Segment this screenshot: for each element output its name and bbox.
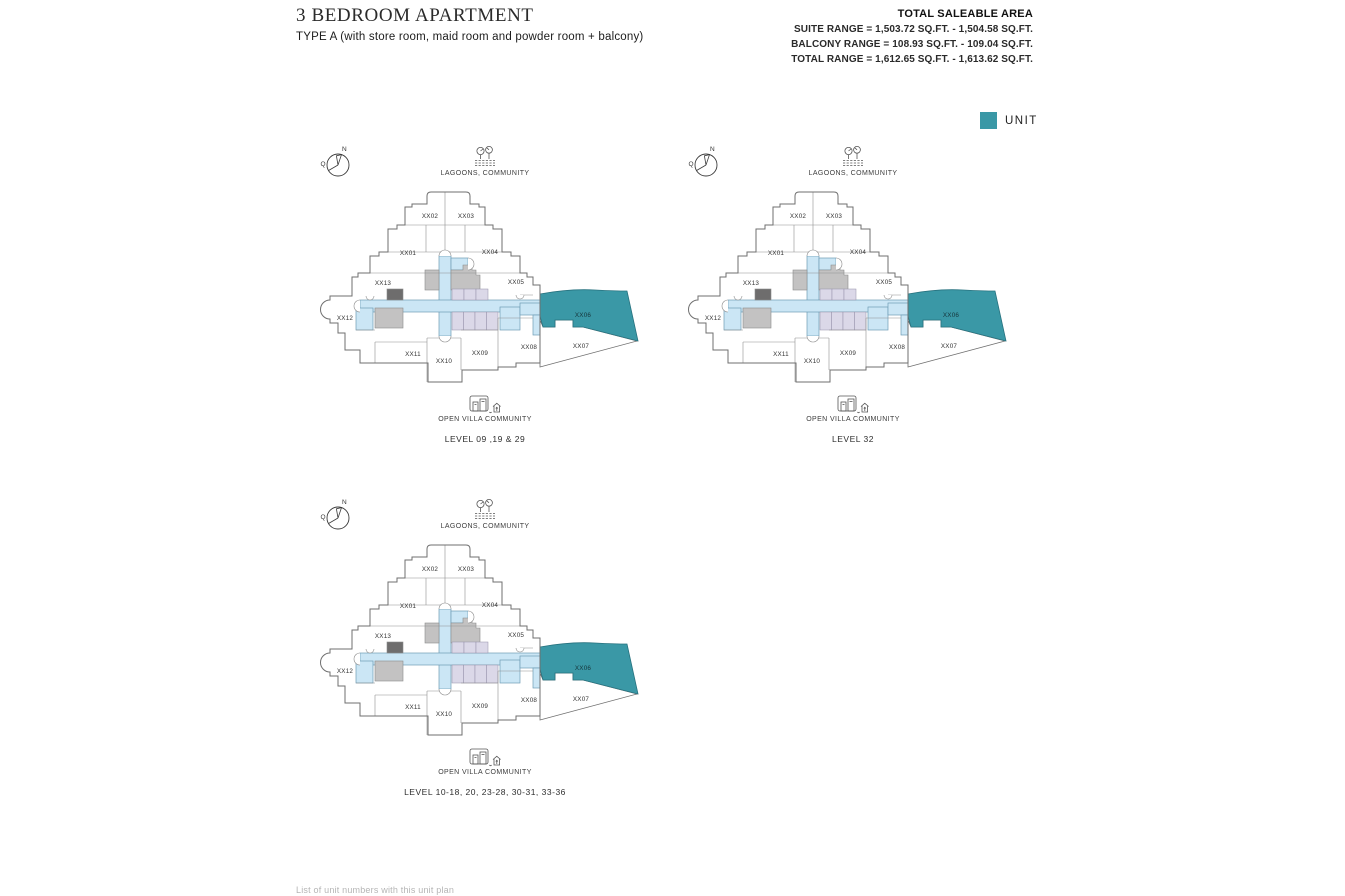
svg-text:Q: Q [688,161,694,168]
unit-label-xx13: XX13 [374,633,392,640]
floor-plan-svg [320,543,650,745]
page-title: 3 BEDROOM APARTMENT [296,5,534,26]
svg-text:N: N [710,146,715,153]
open-villa-marker [320,747,650,776]
floor-plan-2 [688,144,1018,494]
unit-label-xx12: XX12 [704,315,722,322]
floor-plan-svg [688,190,1018,392]
suite-range: SUITE RANGE = 1,503.72 SQ.FT. - 1,504.58 SQ.FT. [794,24,1033,35]
unit-label-xx07: XX07 [940,343,958,350]
unit-label-xx08: XX08 [888,344,906,351]
unit-label-xx12: XX12 [336,668,354,675]
unit-label-xx01: XX01 [399,250,417,257]
svg-text:N: N [342,146,347,153]
total-range: TOTAL RANGE = 1,612.65 SQ.FT. - 1,613.62 SQ.FT. [791,54,1033,65]
open-villa-label: OPEN VILLA COMMUNITY [806,416,900,423]
unit-label-xx01: XX01 [399,603,417,610]
level-label: LEVEL 10-18, 20, 23-28, 30-31, 33-36 [404,787,566,797]
unit-label-xx01: XX01 [767,250,785,257]
lagoons-community-label: LAGOONS, COMMUNITY [808,170,898,177]
unit-label-xx06: XX06 [942,312,960,319]
unit-label-xx03: XX03 [457,566,475,573]
lagoons-community-marker [320,498,650,530]
unit-label-xx07: XX07 [572,343,590,350]
unit-label-xx11: XX11 [405,351,421,358]
level-label: LEVEL 09 ,19 & 29 [444,434,526,444]
unit-label-xx04: XX04 [849,249,867,256]
unit-legend-label: UNIT [1005,114,1038,127]
unit-legend [980,112,1038,129]
lagoons-icon [470,145,500,169]
lagoons-icon [470,498,500,522]
floor-plan-svg [320,190,650,392]
unit-label-xx02: XX02 [421,566,439,573]
unit-label-xx05: XX05 [507,632,525,639]
unit-label-xx04: XX04 [481,249,499,256]
unit-label-xx11: XX11 [405,704,421,711]
unit-label-xx09: XX09 [839,350,857,357]
unit-label-xx09: XX09 [471,703,489,710]
lagoons-community-marker [320,145,650,177]
lagoons-community-label: LAGOONS, COMMUNITY [440,170,530,177]
unit-label-xx02: XX02 [421,213,439,220]
unit-label-xx09: XX09 [471,350,489,357]
svg-text:Q: Q [320,514,326,521]
open-villa-icon [469,747,501,768]
footer-note: List of unit numbers with this unit plan [296,885,455,895]
svg-text:Q: Q [320,161,326,168]
open-villa-marker [688,394,1018,423]
unit-label-xx07: XX07 [572,696,590,703]
saleable-area-heading: TOTAL SALEABLE AREA [897,8,1033,20]
unit-label-xx08: XX08 [520,344,538,351]
lagoons-icon [838,145,868,169]
balcony-range: BALCONY RANGE = 108.93 SQ.FT. - 109.04 SQ.FT. [791,39,1033,50]
unit-label-xx10: XX10 [435,711,453,718]
floor-plan-1 [320,144,650,494]
unit-label-xx10: XX10 [803,358,821,365]
unit-label-xx08: XX08 [520,697,538,704]
page-subtitle: TYPE A (with store room, maid room and powder room + balcony) [296,31,644,43]
unit-label-xx06: XX06 [574,312,592,319]
unit-label-xx11: XX11 [773,351,789,358]
open-villa-icon [469,394,501,415]
level-label: LEVEL 32 [832,434,874,444]
unit-label-xx10: XX10 [435,358,453,365]
svg-text:N: N [342,499,347,506]
open-villa-label: OPEN VILLA COMMUNITY [438,416,532,423]
unit-label-xx05: XX05 [507,279,525,286]
unit-legend-swatch [980,112,997,129]
lagoons-community-label: LAGOONS, COMMUNITY [440,523,530,530]
open-villa-icon [837,394,869,415]
saleable-area-block [791,7,1033,67]
unit-label-xx04: XX04 [481,602,499,609]
unit-label-xx05: XX05 [875,279,893,286]
open-villa-label: OPEN VILLA COMMUNITY [438,769,532,776]
unit-label-xx03: XX03 [457,213,475,220]
unit-label-xx06: XX06 [574,665,592,672]
unit-label-xx02: XX02 [789,213,807,220]
floor-plan-3 [320,497,650,847]
unit-label-xx03: XX03 [825,213,843,220]
unit-label-xx12: XX12 [336,315,354,322]
open-villa-marker [320,394,650,423]
unit-label-xx13: XX13 [374,280,392,287]
lagoons-community-marker [688,145,1018,177]
unit-label-xx13: XX13 [742,280,760,287]
